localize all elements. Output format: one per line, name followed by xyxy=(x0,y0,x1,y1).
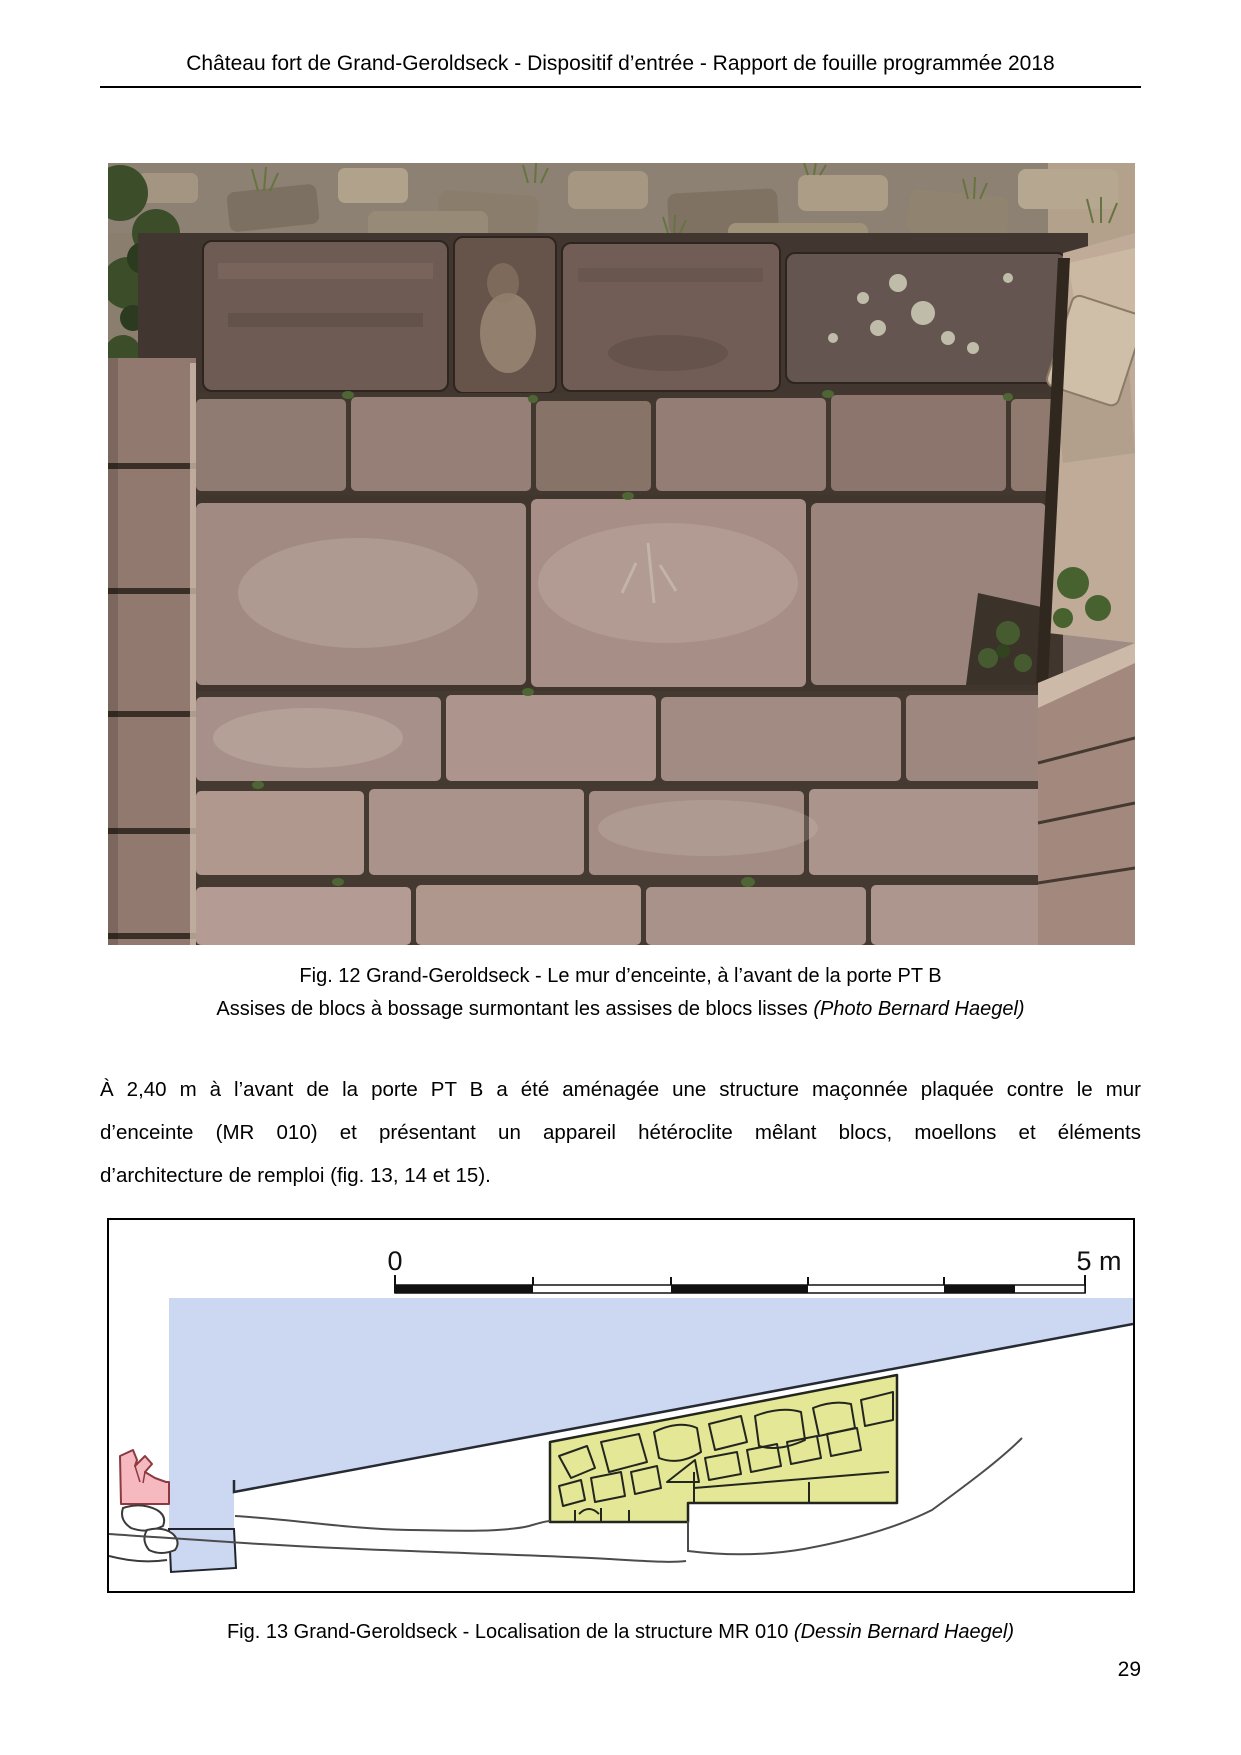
corner-quoin xyxy=(108,358,196,945)
wall-foundation-block xyxy=(169,1529,236,1572)
ashlar-course-6 xyxy=(196,885,1056,945)
figure-13-drawing xyxy=(107,1218,1135,1593)
figure-13-drawing-credit: (Dessin Bernard Haegel) xyxy=(793,1621,1015,1643)
body-paragraph-line1: À 2,40 m à l’avant de la porte PT B a été aménagée une structure maçonnée plaquée contre le mur xyxy=(100,1078,1141,1101)
figure-13-caption-text: Fig. 13 Grand-Geroldseck - Localisation de la structure MR 010 xyxy=(226,1621,794,1643)
ashlar-course-5 xyxy=(196,789,1054,875)
ashlar-course-2 xyxy=(196,395,1116,491)
header-divider xyxy=(100,86,1141,88)
figure-12-caption-text: Assises de blocs à bossage surmontant les assises de blocs lisses xyxy=(216,998,814,1020)
figure-12-photo-credit: (Photo Bernard Haegel) xyxy=(813,998,1025,1020)
ashlar-course-3 xyxy=(196,499,1046,687)
figure-12-caption-line2 xyxy=(100,993,1141,1026)
figure-12-photo xyxy=(108,163,1135,945)
ashlar-course-4 xyxy=(196,695,1056,781)
scale-bar xyxy=(387,1246,1121,1293)
body-paragraph-line3: d’architecture de remploi (fig. 13, 14 et 15). xyxy=(100,1164,491,1187)
corner-wall-bottom-right xyxy=(1038,643,1135,945)
figure-13-caption xyxy=(100,1621,1141,1644)
figure-12-caption xyxy=(100,960,1141,1026)
masonry-pink xyxy=(120,1450,169,1504)
page-number: 29 xyxy=(1117,1658,1141,1681)
scale-label-zero: 0 xyxy=(387,1246,403,1276)
scale-label-five-m: 5 m xyxy=(1076,1246,1122,1276)
page-header-title: Château fort de Grand-Geroldseck - Dispositif d’entrée - Rapport de fouille programmée 2018 xyxy=(186,52,1055,75)
section-drawing xyxy=(109,1220,1133,1591)
body-paragraph-line2: d’enceinte (MR 010) et présentant un appareil hétéroclite mêlant blocs, moellons et éléments xyxy=(100,1121,1141,1144)
foundation-stones xyxy=(109,1505,178,1561)
body-paragraph xyxy=(100,1068,1141,1197)
figure-12-caption-line1: Fig. 12 Grand-Geroldseck - Le mur d’enceinte, à l’avant de la porte PT B xyxy=(299,965,942,987)
stone-wall-photo xyxy=(108,163,1135,945)
